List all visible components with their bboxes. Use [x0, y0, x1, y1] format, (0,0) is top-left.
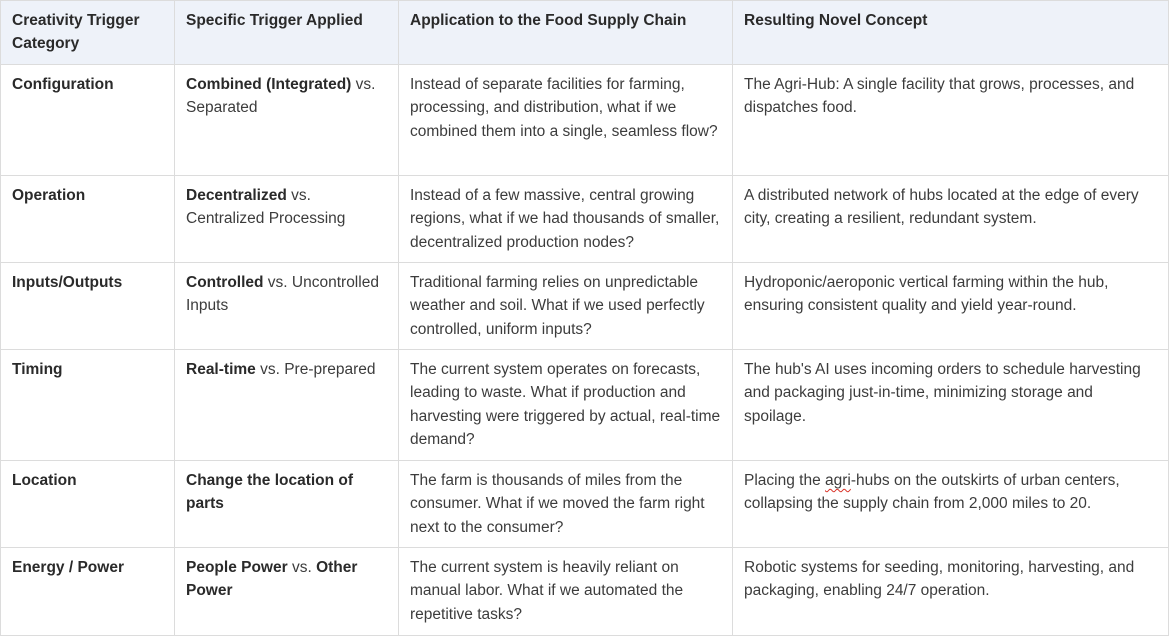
row-trigger	[175, 263, 399, 350]
trigger-rest: vs. Centralized Processing	[186, 187, 346, 228]
row-trigger	[175, 65, 399, 176]
row-application: The current system operates on forecasts, leading to waste. What if production and harvesting were triggered by actual, real-time demand?	[399, 350, 733, 461]
row-category: Inputs/Outputs	[1, 263, 175, 350]
trigger-rest: vs. Separated	[186, 76, 376, 117]
row-application: The current system is heavily reliant on manual labor. What if we automated the repetitive tasks?	[399, 548, 733, 636]
concept-text: The hub's AI uses incoming orders to schedule harvesting and packaging just-in-time, minimizing storage and spoilage.	[744, 361, 1141, 425]
trigger-bold: Controlled	[186, 274, 264, 291]
table-row	[1, 548, 1169, 636]
row-trigger	[175, 176, 399, 263]
concept-text: Robotic systems for seeding, monitoring, harvesting, and packaging, enabling 24/7 operation.	[744, 559, 1135, 600]
trigger-bold: Change the location of parts	[186, 472, 354, 513]
header-category: Creativity Trigger Category	[1, 1, 175, 65]
row-category: Operation	[1, 176, 175, 263]
header-application: Application to the Food Supply Chain	[399, 1, 733, 65]
header-trigger: Specific Trigger Applied	[175, 1, 399, 65]
concept-text: Hydroponic/aeroponic vertical farming within the hub, ensuring consistent quality and yield year-round.	[744, 274, 1109, 315]
table-row	[1, 350, 1169, 461]
row-category: Configuration	[1, 65, 175, 176]
row-concept	[733, 350, 1169, 461]
trigger-rest: vs. Uncontrolled Inputs	[186, 274, 379, 315]
trigger-rest: vs.	[287, 559, 317, 576]
concept-text: The Agri-Hub: A single facility that grows, processes, and dispatches food.	[744, 76, 1135, 117]
row-concept	[733, 176, 1169, 263]
row-concept	[733, 548, 1169, 636]
row-concept	[733, 65, 1169, 176]
concept-text-pre: Placing the	[744, 472, 825, 489]
row-trigger	[175, 350, 399, 461]
row-trigger	[175, 548, 399, 636]
row-application: Instead of separate facilities for farming, processing, and distribution, what if we combined them into a single, seamless flow?	[399, 65, 733, 176]
trigger-rest: vs. Pre-prepared	[255, 361, 376, 378]
spellcheck-marked-word: agri	[825, 472, 851, 489]
row-concept	[733, 461, 1169, 548]
concept-text-post: -hubs on the outskirts of urban centers, collapsing the supply chain from 2,000 miles to 20.	[744, 472, 1120, 513]
table-row	[1, 461, 1169, 548]
trigger-bold-2: Other Power	[186, 559, 358, 600]
trigger-bold: Real-time	[186, 361, 256, 378]
table-row	[1, 176, 1169, 263]
row-application: The farm is thousands of miles from the consumer. What if we moved the farm right next to the consumer?	[399, 461, 733, 548]
trigger-bold: People Power	[186, 559, 288, 576]
trigger-bold: Decentralized	[186, 187, 287, 204]
row-category: Timing	[1, 350, 175, 461]
row-trigger	[175, 461, 399, 548]
row-application: Instead of a few massive, central growing regions, what if we had thousands of smaller, decentralized production nodes?	[399, 176, 733, 263]
concept-text: A distributed network of hubs located at the edge of every city, creating a resilient, redundant system.	[744, 187, 1139, 228]
header-row	[1, 1, 1169, 65]
row-category: Energy / Power	[1, 548, 175, 636]
header-concept: Resulting Novel Concept	[733, 1, 1169, 65]
table-row	[1, 263, 1169, 350]
table-row	[1, 65, 1169, 176]
row-concept	[733, 263, 1169, 350]
trigger-bold: Combined (Integrated)	[186, 76, 352, 93]
row-application: Traditional farming relies on unpredictable weather and soil. What if we used perfectly controlled, uniform inputs?	[399, 263, 733, 350]
row-category: Location	[1, 461, 175, 548]
